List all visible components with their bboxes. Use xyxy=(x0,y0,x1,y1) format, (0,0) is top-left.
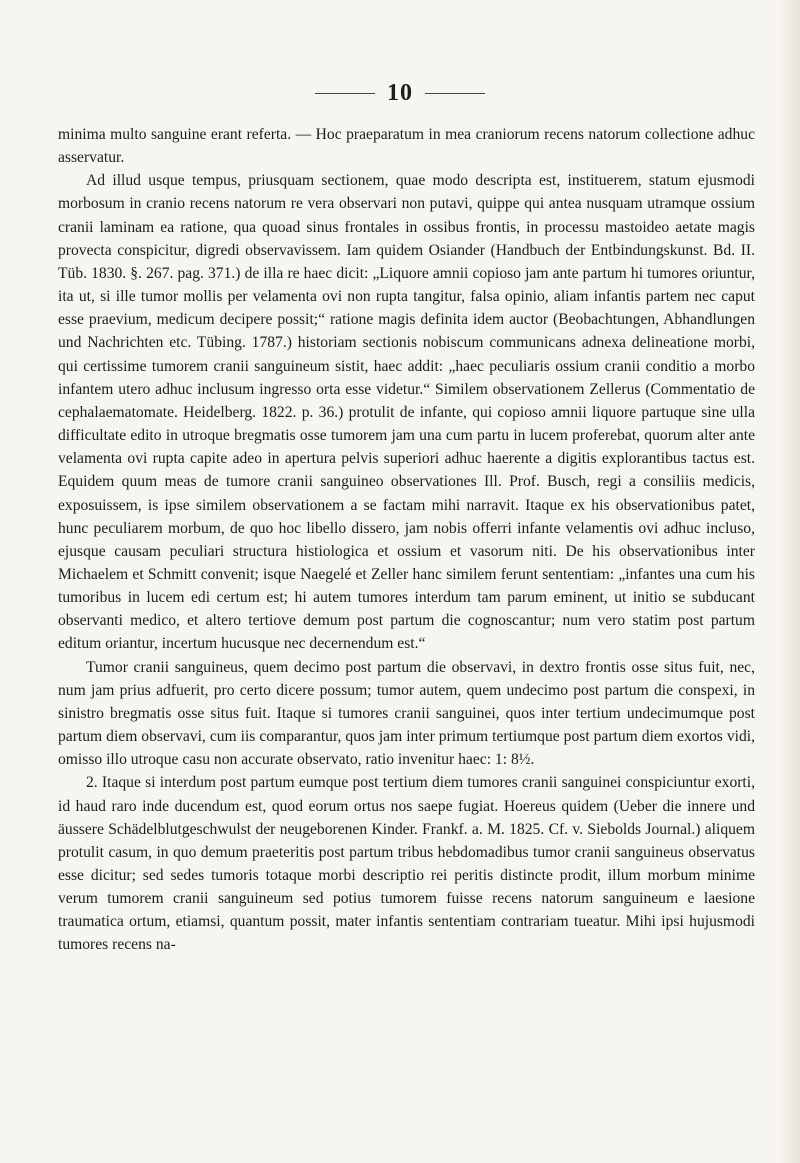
paragraph: Tumor cranii sanguineus, quem decimo post partum die observavi, in dextro frontis osse situs fuit, nec, num jam prius adfuerit, pro certo dicere possum; tumor autem, quem undecimo post partum die conspexi, in sinistro bregmatis osse situs fuit. Itaque si tumores cranii sanguinei, quos inter tertium undecimumque post partum diem observavi, cum iis comparantur, quos jam inter primum tertiumque post partum diem exortos vidi, omisso illo utroque casu non accurate observato, ratio invenitur haec: 1: 8½. xyxy=(58,658,755,769)
header-rule-right xyxy=(425,93,485,94)
paragraph: 2. Itaque si interdum post partum eumque post tertium diem tumores cranii sanguinei conspiciuntur exorti, id haud raro inde ducendum est, quod eorum ortus nos saepe fugiat. Hoereus quidem (Ueber die innere und äussere Schädelblutgeschwulst der neugeborenen Kinder. Frankf. a. M. 1825. Cf. v. Siebolds Journal.) aliquem protulit casum, in quo demum praeteritis post partum tribus hebdomadibus tumor cranii sanguineus observatus esse dicitur; sed sedes tumoris totaque morbi descriptio rei peritis distincte prodit, illum morbum minime verum tumorem cranii sanguineum sed potius tumorem fuisse recens natorum sanguineum e laesione traumatica ortum, etiamsi, quantum possit, mater infantis sententiam contrariam tueatur. Mihi ipsi hujusmodi tumores recens na- xyxy=(58,774,755,954)
paragraph-continuation: minima multo sanguine erant referta. — Hoc praeparatum in mea craniorum recens natorum collectione adhuc asservatur. xyxy=(58,126,755,167)
paragraph: Ad illud usque tempus, priusquam sectionem, quae modo descripta est, instituerem, statum ejusmodi morbosum in cranio recens natorum re vera observari non putavi, quippe qui antea nusquam utramque ossium cranii laminam ea ratione, qua quoad sinus frontales in ossibus frontis, in processu mastoideo aetate magis provecta conspicitur, digredi observavissem. Iam quidem Osiander (Handbuch der Entbindungskunst. Bd. II. Tüb. 1830. §. 267. pag. 371.) de illa re haec dicit: „Liquore amnii copioso jam ante partum hi tumores oriuntur, ita ut, si ille tumor mollis per velamenta ovi non rupta tangitur, falsa opinio, aliam infantis partem nec caput esse praevium, medicum decipere possit;“ ratione magis definita idem auctor (Beobachtungen, Abhandlungen und Nachrichten etc. Tübing. 1787.) historiam sectionis nobiscum communicans adnexa delineatione morbi, qui certissime tumorem cranii sanguineum sistit, haec addit: „haec peculiaris ossium cranii conditio a morbo infantem utero adhuc inclusum ingresso orta esse videtur.“ Similem observationem Zellerus (Commentatio de cephalaematomate. Heidelberg. 1822. p. 36.) protulit de infante, qui copioso amnii liquore partuque sine ulla difficultate edito in utroque bregmatis osse tumorem jam una cum partu in lucem proferebat, quorum alter ante velamenta ovi rupta capite adeo in apertura pelvis superiori adhuc haerente a digitis explorantibus tactus est. Equidem quum meas de tumore cranii sanguineo observationes Ill. Prof. Busch, regi a consiliis medicis, exposuissem, is ipse similem observationem a se factam mihi narravit. Itaque ex his observationibus patet, hunc peculiarem morbum, de quo hoc libello dissero, jam nobis offerri infante velamentis ovi adhuc inclusо, ejusque causam peculiari structura histiologica et ossium et vasorum niti. De his observationibus inter Michaelem et Schmitt convenit; isque Naegelé et Zeller hanc similem ferunt sententiam: „infantes una cum his tumoribus in lucem edi certum est; hi autem tumores interdum tam parum eminent, ut initio se subducant observanti medico, et altero tertiove demum post partum die cognoscantur; num vero statim post partum editum oriantur, incertum hucusque nec decernendum est.“ xyxy=(58,172,755,653)
page-number: 10 xyxy=(387,79,413,106)
body-text xyxy=(58,123,755,957)
header-rule-left xyxy=(315,93,375,94)
page-header xyxy=(0,78,800,108)
page-edge-shadow xyxy=(780,0,800,1163)
